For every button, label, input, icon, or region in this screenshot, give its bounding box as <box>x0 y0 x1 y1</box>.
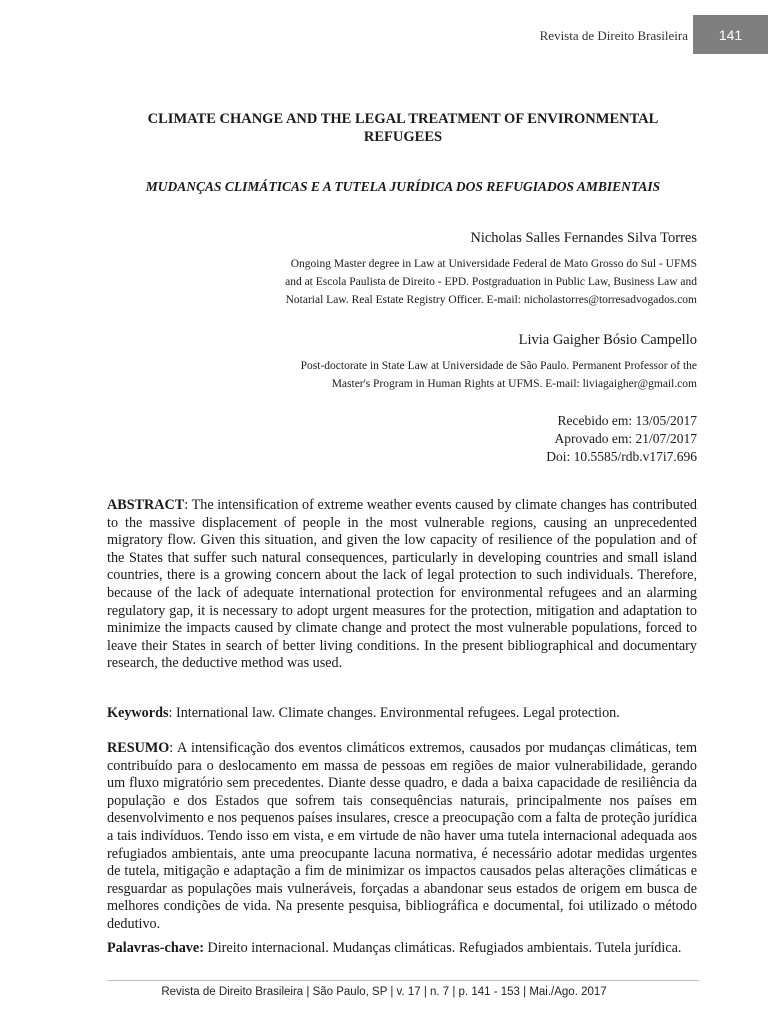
resumo <box>107 740 697 934</box>
author-name-1: Nicholas Salles Fernandes Silva Torres <box>470 230 697 246</box>
author-name-2: Livia Gaigher Bósio Campello <box>518 332 697 348</box>
keywords-label: Keywords <box>107 705 169 721</box>
page-number-tab: 141 <box>693 15 768 54</box>
abstract <box>107 497 697 673</box>
affiliation-line: Notarial Law. Real Estate Registry Officer. E-mail: nicholastorres@torresadvogados.com <box>285 294 697 306</box>
palavras-chave <box>107 940 697 958</box>
article-subtitle: MUDANÇAS CLIMÁTICAS E A TUTELA JURÍDICA DOS REFUGIADOS AMBIENTAIS <box>145 179 661 194</box>
affiliation-line: Master's Program in Human Rights at UFMS. E-mail: liviagaigher@gmail.com <box>331 378 697 390</box>
author-affiliation-2 <box>301 357 697 393</box>
keywords <box>107 705 697 723</box>
palavras-chave-label: Palavras-chave: <box>107 940 204 956</box>
journal-header: Revista de Direito Brasileira <box>539 28 688 43</box>
abstract-text: : The intensification of extreme weather events caused by climate changes has contributed to the massive displacement of people in the most vulnerable regions, causing an unprecedented migratory flow. Given this situation, and given the low capacity of resilience of the population and of the States that suffer such natural consequences, particularly in developing countries and small island countries, there is a growing concern about the lack of legal protection to such individuals. Therefore, because of the lack of adequate international protection for environmental refugees and an alarming regulatory gap, it is necessary to adopt urgent measures for the protection, mitigation and adaptation to minimize the impacts caused by climate change and protect the most vulnerable populations, forced to leave their States in search of better living conditions. In the present bibliographical and documentary research, the deductive method was used. <box>107 497 697 672</box>
affiliation-line: Post-doctorate in State Law at Universidade de São Paulo. Permanent Professor of the <box>300 360 697 372</box>
footer-divider <box>107 980 699 981</box>
footer-citation: Revista de Direito Brasileira | São Paulo, SP | v. 17 | n. 7 | p. 141 - 153 | Mai./Ago. 2017 <box>161 986 607 998</box>
article-title: CLIMATE CHANGE AND THE LEGAL TREATMENT OF ENVIRONMENTAL REFUGEES <box>147 111 659 145</box>
submission-dates <box>546 412 697 466</box>
keywords-text: : International law. Climate changes. Environmental refugees. Legal protection. <box>168 705 620 721</box>
resumo-label: RESUMO <box>107 740 170 756</box>
received-date: Recebido em: 13/05/2017 <box>557 413 697 428</box>
abstract-label: ABSTRACT <box>107 497 185 513</box>
palavras-chave-text: Direito internacional. Mudanças climáticas. Refugiados ambientais. Tutela jurídica. <box>203 940 682 956</box>
doi: Doi: 10.5585/rdb.v17i7.696 <box>546 449 697 464</box>
resumo-text: : A intensificação dos eventos climáticos extremos, causados por mudanças climáticas, tem contribuído para o deslocamento em massa de pessoas em regiões de maior vulnerabilidade, gerando um fluxo migratório sem precedentes. Diante desse quadro, e dada a baixa capacidade de resiliência da população e dos Estados que sofrem tais consequências naturais, principalmente nos países em desenvolvimento e nos pequenos países insulares, cresce a preocupação com a falta de proteção jurídica a tais indivíduos. Tendo isso em vista, e em virtude de não haver uma tutela internacional adequada aos refugiados ambientais, ante uma preocupante lacuna normativa, é necessário adotar medidas urgentes de tutela, mitigação e adaptação a fim de minimizar os impactos causados pelas alterações climáticas e resguardar as populações mais vulneráveis, forçadas a abandonar seus estados de origem em busca de melhores condições de vida. Na presente pesquisa, bibliográfica e documental, foi utilizado o método dedutivo. <box>107 740 697 932</box>
author-affiliation-1 <box>285 255 697 309</box>
approved-date: Aprovado em: 21/07/2017 <box>554 431 697 446</box>
affiliation-line: Ongoing Master degree in Law at Universidade Federal de Mato Grosso do Sul - UFMS <box>290 258 697 270</box>
affiliation-line: and at Escola Paulista de Direito - EPD. Postgraduation in Public Law, Business Law and <box>285 276 697 288</box>
